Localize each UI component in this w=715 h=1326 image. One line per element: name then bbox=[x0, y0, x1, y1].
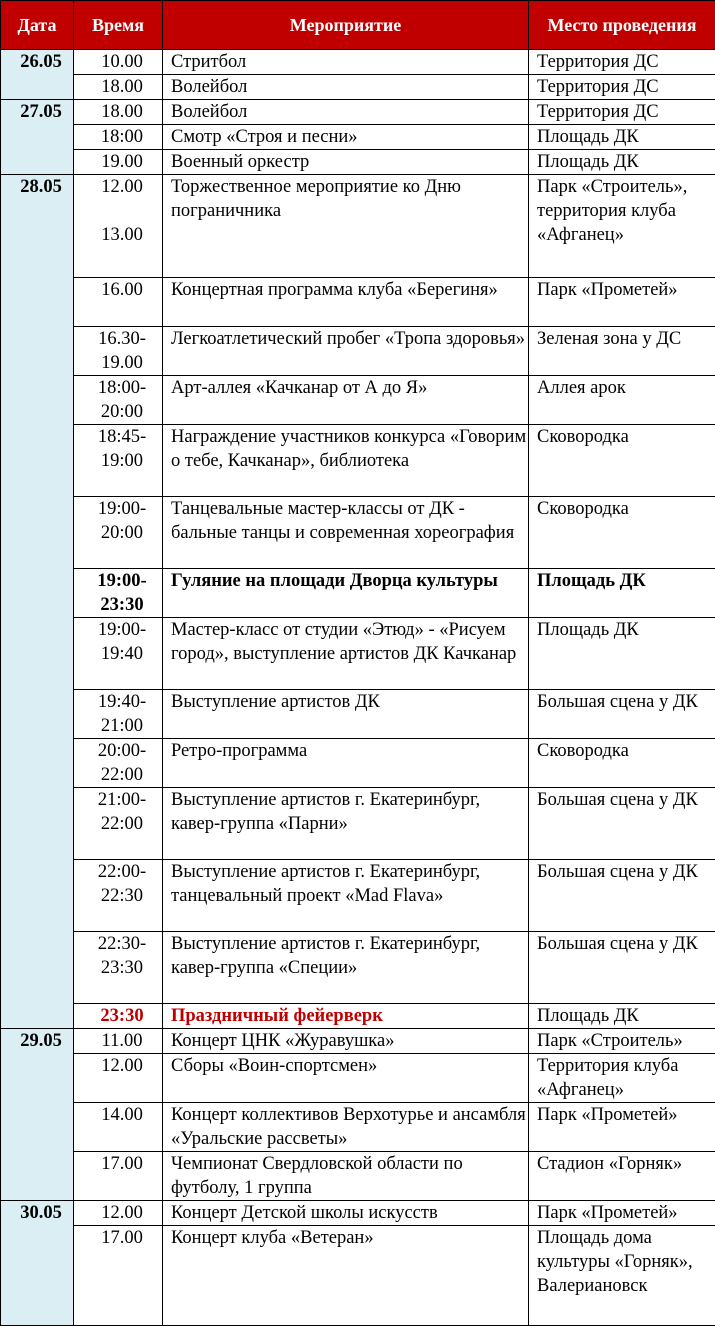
date-cell: 27.05 bbox=[1, 100, 74, 175]
event-cell: Легкоатлетический пробег «Тропа здоровья» bbox=[163, 327, 529, 376]
event-cell: Арт-аллея «Качканар от А до Я» bbox=[163, 376, 529, 425]
place-cell: Парк «Строитель» bbox=[529, 1029, 715, 1054]
time-cell: 17.00 bbox=[74, 1226, 163, 1326]
time-cell: 19:40- 21:00 bbox=[74, 690, 163, 739]
event-cell: Выступление артистов г. Екатеринбург, кавер-группа «Парни» bbox=[163, 788, 529, 860]
time-cell: 11.00 bbox=[74, 1029, 163, 1054]
time-cell: 22:30- 23:30 bbox=[74, 932, 163, 1004]
table-row bbox=[1, 932, 715, 1004]
time-cell: 14.00 bbox=[74, 1103, 163, 1152]
time-cell: 12.00 13.00 bbox=[74, 175, 163, 278]
place-cell: Площадь ДК bbox=[529, 1004, 715, 1029]
time-cell: 18:45- 19:00 bbox=[74, 425, 163, 497]
time-cell: 21:00- 22:00 bbox=[74, 788, 163, 860]
table-row bbox=[1, 125, 715, 150]
event-cell: Военный оркестр bbox=[163, 150, 529, 175]
header-date: Дата bbox=[1, 1, 74, 50]
event-cell: Выступление артистов ДК bbox=[163, 690, 529, 739]
table-row bbox=[1, 788, 715, 860]
table-row bbox=[1, 1103, 715, 1152]
time-cell: 22:00- 22:30 bbox=[74, 860, 163, 932]
table-row bbox=[1, 50, 715, 75]
table-row bbox=[1, 569, 715, 618]
time-cell: 18:00- 20:00 bbox=[74, 376, 163, 425]
event-cell: Мастер-класс от студии «Этюд» - «Рисуем город», выступление артистов ДК Качканар bbox=[163, 618, 529, 690]
time-cell: 10.00 bbox=[74, 50, 163, 75]
place-cell: Парк «Прометей» bbox=[529, 1201, 715, 1226]
event-cell: Праздничный фейерверк bbox=[163, 1004, 529, 1029]
event-cell: Волейбол bbox=[163, 100, 529, 125]
event-cell: Ретро-программа bbox=[163, 739, 529, 788]
place-cell: Территория ДС bbox=[529, 100, 715, 125]
event-cell: Концерт клуба «Ветеран» bbox=[163, 1226, 529, 1326]
place-cell: Сковородка bbox=[529, 497, 715, 569]
time-cell: 23:30 bbox=[74, 1004, 163, 1029]
date-cell: 26.05 bbox=[1, 50, 74, 100]
event-cell: Концерт ЦНК «Журавушка» bbox=[163, 1029, 529, 1054]
place-cell: Аллея арок bbox=[529, 376, 715, 425]
place-cell: Сковородка bbox=[529, 739, 715, 788]
place-cell: Стадион «Горняк» bbox=[529, 1152, 715, 1201]
header-event: Мероприятие bbox=[163, 1, 529, 50]
event-cell: Танцевальные мастер-классы от ДК - бальные танцы и современная хореография bbox=[163, 497, 529, 569]
place-cell: Территория клуба «Афганец» bbox=[529, 1054, 715, 1103]
time-cell: 12.00 bbox=[74, 1054, 163, 1103]
place-cell: Территория ДС bbox=[529, 75, 715, 100]
table-row bbox=[1, 1029, 715, 1054]
place-cell: Площадь ДК bbox=[529, 569, 715, 618]
event-cell: Гуляние на площади Дворца культуры bbox=[163, 569, 529, 618]
place-cell: Парк «Строитель», территория клуба «Афганец» bbox=[529, 175, 715, 278]
place-cell: Большая сцена у ДК bbox=[529, 690, 715, 739]
event-cell: Сборы «Воин-спортсмен» bbox=[163, 1054, 529, 1103]
event-cell: Смотр «Строя и песни» bbox=[163, 125, 529, 150]
header-place: Место проведения bbox=[529, 1, 715, 50]
table-row bbox=[1, 1226, 715, 1326]
header-row bbox=[1, 1, 715, 50]
table-row bbox=[1, 1201, 715, 1226]
time-cell: 19.00 bbox=[74, 150, 163, 175]
event-cell: Чемпионат Свердловской области по футболу, 1 группа bbox=[163, 1152, 529, 1201]
event-cell: Волейбол bbox=[163, 75, 529, 100]
place-cell: Площадь дома культуры «Горняк», Валериановск bbox=[529, 1226, 715, 1326]
place-cell: Территория ДС bbox=[529, 50, 715, 75]
schedule-body bbox=[1, 50, 715, 1326]
event-cell: Концерт коллективов Верхотурье и ансамбля «Уральские рассветы» bbox=[163, 1103, 529, 1152]
header-time: Время bbox=[74, 1, 163, 50]
time-cell: 12.00 bbox=[74, 1201, 163, 1226]
event-cell: Стритбол bbox=[163, 50, 529, 75]
place-cell: Парк «Прометей» bbox=[529, 1103, 715, 1152]
place-cell: Большая сцена у ДК bbox=[529, 932, 715, 1004]
table-row bbox=[1, 497, 715, 569]
table-row bbox=[1, 327, 715, 376]
time-cell: 19:00- 19:40 bbox=[74, 618, 163, 690]
place-cell: Большая сцена у ДК bbox=[529, 788, 715, 860]
date-cell: 30.05 bbox=[1, 1201, 74, 1326]
time-cell: 20:00- 22:00 bbox=[74, 739, 163, 788]
table-row bbox=[1, 425, 715, 497]
event-cell: Выступление артистов г. Екатеринбург, кавер-группа «Специи» bbox=[163, 932, 529, 1004]
date-cell: 28.05 bbox=[1, 175, 74, 1029]
table-row bbox=[1, 1054, 715, 1103]
time-cell: 18.00 bbox=[74, 100, 163, 125]
place-cell: Площадь ДК bbox=[529, 125, 715, 150]
place-cell: Площадь ДК bbox=[529, 618, 715, 690]
time-cell: 18:00 bbox=[74, 125, 163, 150]
event-cell: Награждение участников конкурса «Говорим о тебе, Качканар», библиотека bbox=[163, 425, 529, 497]
table-row bbox=[1, 1004, 715, 1029]
event-cell: Концерт Детской школы искусств bbox=[163, 1201, 529, 1226]
time-cell: 16.30- 19.00 bbox=[74, 327, 163, 376]
time-cell: 16.00 bbox=[74, 278, 163, 327]
place-cell: Зеленая зона у ДС bbox=[529, 327, 715, 376]
time-cell: 17.00 bbox=[74, 1152, 163, 1201]
event-cell: Торжественное мероприятие ко Дню пограничника bbox=[163, 175, 529, 278]
table-row bbox=[1, 739, 715, 788]
time-cell: 19:00- 23:30 bbox=[74, 569, 163, 618]
table-row bbox=[1, 860, 715, 932]
table-row bbox=[1, 376, 715, 425]
place-cell: Площадь ДК bbox=[529, 150, 715, 175]
table-row bbox=[1, 1152, 715, 1201]
table-row bbox=[1, 150, 715, 175]
place-cell: Сковородка bbox=[529, 425, 715, 497]
table-row bbox=[1, 690, 715, 739]
date-cell: 29.05 bbox=[1, 1029, 74, 1201]
table-row bbox=[1, 175, 715, 278]
table-row bbox=[1, 278, 715, 327]
time-cell: 18.00 bbox=[74, 75, 163, 100]
table-row bbox=[1, 618, 715, 690]
event-cell: Концертная программа клуба «Берегиня» bbox=[163, 278, 529, 327]
event-cell: Выступление артистов г. Екатеринбург, танцевальный проект «Mad Flava» bbox=[163, 860, 529, 932]
time-cell: 19:00- 20:00 bbox=[74, 497, 163, 569]
table-row bbox=[1, 100, 715, 125]
table-row bbox=[1, 75, 715, 100]
place-cell: Парк «Прометей» bbox=[529, 278, 715, 327]
place-cell: Большая сцена у ДК bbox=[529, 860, 715, 932]
